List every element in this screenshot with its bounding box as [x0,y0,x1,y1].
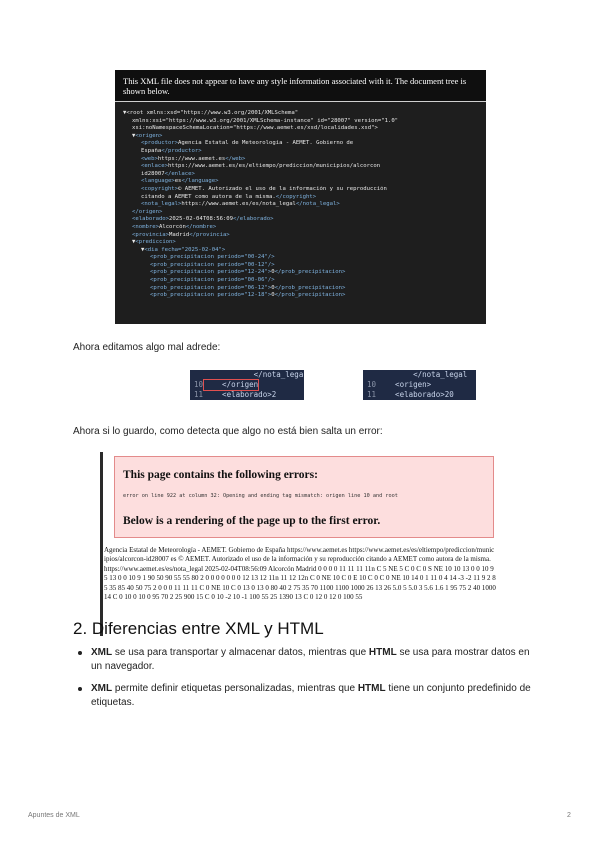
xml-tree-line: xmlns:xsi="https://www.w3.org/2001/XMLSchema-instance" id="28007" version="1.0" [132,117,399,124]
xml-tree-line: <nombre>Alcorcón</nombre> [132,223,217,230]
line-number: 11 [194,390,204,399]
xml-viewer-header-divider [115,101,486,102]
error-title: This page contains the following errors: [123,469,318,481]
xml-tree-line: <prob_precipitacion periodo="12-18">0</prob_precipitacion> [150,292,346,299]
list-item: XML se usa para transportar y almacenar datos, mientras que HTML se usa para mostrar datos en un navegador. [75,646,535,673]
xml-tree-line: ▼<dia fecha="2025-02-04"> [141,246,226,253]
error-subtitle: Below is a rendering of the page up to the first error. [123,515,381,527]
line-code: </nota_legal [377,370,468,379]
xml-tree-line: <provincia>Madrid</provincia> [132,231,230,238]
xml-tree-line: citando a AEMET como autora de la misma.</copyright> [141,193,317,200]
xml-tree-line: <prob_precipitacion periodo="00-24"/> [150,254,275,261]
xml-tree-line: <nota_legal>https://www.aemet.es/es/nota_legal</nota_legal> [141,201,340,208]
xml-viewer-header-text: This XML file does not appear to have any style information associated with it. The document tree is shown below. [123,76,467,96]
xml-viewer-screenshot [115,70,486,324]
xml-tree-line: <copyright>© AEMET. Autorizado el uso de la información y su reproducción [141,185,387,192]
footer-title: Apuntes de XML [28,812,80,819]
xml-tree-line: <prob_precipitacion periodo="06-12">0</prob_precipitacion> [150,284,346,291]
error-message: error on line 922 at column 32: Opening and ending tag mismatch: origen line 10 and root [123,493,398,499]
error-left-border [100,452,103,636]
xml-tree-line: ▼<origen> [132,132,163,139]
xml-tree-line: <prob_precipitacion periodo="00-12"/> [150,261,275,268]
xml-tree-line: <language>es</language> [141,178,219,185]
line-number: 10 [194,380,204,389]
xml-tree-line: España</productor> [141,147,202,154]
xml-tree-line: <prob_precipitacion periodo="00-06"/> [150,277,275,284]
page-number: 2 [567,812,571,819]
xml-tree-line: <elaborado>2025-02-04T08:56:09</elaborado> [132,216,274,223]
line-code: <elaborado>20 [377,390,454,399]
xml-tree-line: xsi:noNamespaceSchemaLocation="https://www.aemet.es/xsd/localidades.xsd"> [132,125,378,132]
error-box [114,456,494,538]
line-code: </nota_lega [204,370,304,379]
line-number: 10 [367,380,377,389]
xml-error-screenshot [100,452,497,636]
line-code: <origen> [377,380,432,389]
error-partial-rendering: Agencia Estatal de Meteorología - AEMET. Gobierno de España https://www.aemet.es https://www.aemet.es/es/eltiempo/prediccion/municipios/alcorcon-id28007 es © AEMET. Autorizado el uso de la información y su reproducción citando a AEMET como autora de la misma. https://www.aemet.es/es/nota_legal 2025-02-04T08:56:09 Alcorcón Madrid 0 0 0 0 11 11 11 11n C 5 NE 5 C 0 C 0 S NE 10 10 13 0 0 10 9 5 13 0 0 10 9 1 90 50 90 55 55 80 2 0 0 0 0 0 0 0 12 13 12 11n 11 12 12n C 0 NE 10 C 0 E 10 C 0 C 0 NE 10 14 0 1 11 0 4 14 -3 -2 11 9 2 85 35 85 40 50 75 2 0 0 0 11 11 11 C 0 NE 10 C 0 13 0 13 0 80 40 2 75 35 70 1100 1100 1000 26 13 26 5.0 5 5.0 3 5.6 1.6 1 95 75 2 40 1000 14 C 0 10 0 10 0 95 70 2 25 900 15 C 0 10 -2 10 -1 100 55 25 1390 13 C 0 12 0 12 0 100 55 [104,546,496,602]
xml-tree-line: <enlace>https://www.aemet.es/es/eltiempo/prediccion/municipios/alcorcon [141,163,381,170]
xml-tree-line: <web>https://www.aemet.es</web> [141,155,246,162]
editor-snippet-correct [363,370,476,400]
paragraph-error-intro: Ahora si lo guardo, como detecta que algo no está bien salta un error: [73,426,383,437]
differences-list [75,646,535,718]
section-title: 2. Diferencias entre XML y HTML [73,619,324,638]
xml-tree-line: ▼<prediccion> [132,239,176,246]
paragraph-edit-intro: Ahora editamos algo mal adrede: [73,342,221,353]
xml-tree [123,110,483,300]
line-code: <elaborado>2 [204,390,277,399]
xml-viewer-header [115,70,486,102]
line-number: 11 [367,390,377,399]
xml-tree-line: <prob_precipitacion periodo="12-24">0</prob_precipitacion> [150,269,346,276]
xml-tree-line: </origen> [132,208,163,215]
xml-tree-line: <productor>Agencia Estatal de Meteorología - AEMET. Gobierno de [141,140,354,147]
xml-tree-line: ▼<root xmlns:xsd="https://www.w3.org/2001/XMLSchema" [123,110,299,116]
line-code: </origen [204,380,259,389]
list-item: XML permite definir etiquetas personalizadas, mientras que HTML tiene un conjunto predefinido de etiquetas. [75,682,535,709]
xml-tree-line: id28007</enlace> [141,170,195,177]
editor-snippet-wrong [190,370,304,400]
